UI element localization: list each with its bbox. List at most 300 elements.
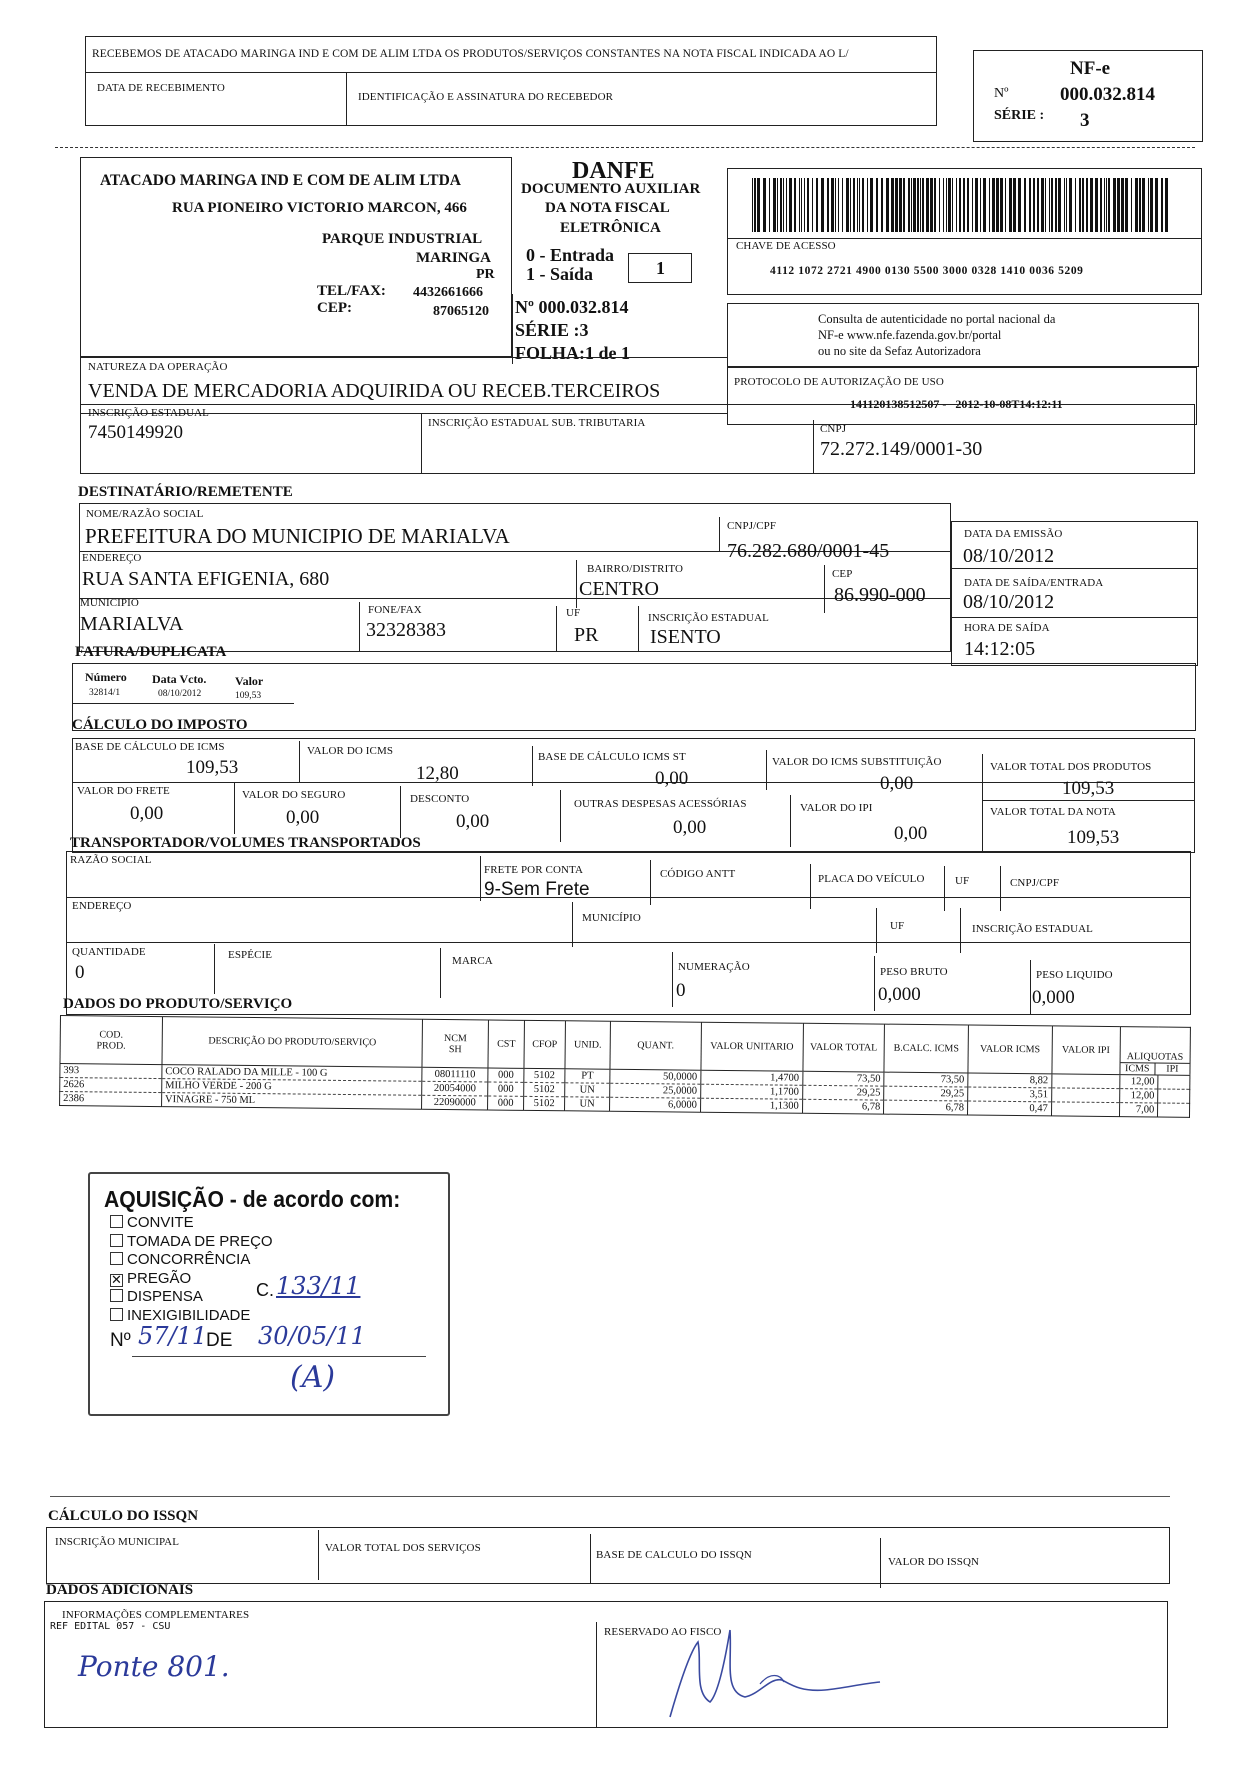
- ie-label: INSCRIÇÃO ESTADUAL: [88, 407, 210, 419]
- barcode-bar: [1104, 178, 1105, 232]
- nfe-title: NF-e: [1070, 58, 1111, 79]
- recipient-district-label: BAIRRO/DISTRITO: [587, 563, 684, 575]
- danfe-divider: [512, 294, 513, 364]
- barcode-bar: [804, 178, 805, 232]
- barcode-bar: [917, 178, 919, 232]
- barcode-bar: [1139, 178, 1141, 232]
- ie-row-box: [80, 404, 1195, 474]
- danfe-title: DANFE: [572, 158, 655, 184]
- dates-h1: [951, 568, 1198, 569]
- stamp-option-label: CONCORRÊNCIA: [127, 1251, 251, 1268]
- discount-label: DESCONTO: [410, 793, 470, 805]
- barcode-bar: [859, 178, 860, 232]
- products-table-wrap: [59, 1015, 1191, 1118]
- access-key-label: CHAVE DE ACESSO: [736, 240, 836, 252]
- issqn-top-line: [50, 1496, 1170, 1497]
- issqn-v2: [590, 1534, 591, 1584]
- issqn-v1: [318, 1530, 319, 1580]
- col-rates: [1120, 1027, 1191, 1076]
- recipient-phone-label: FONE/FAX: [368, 604, 422, 616]
- invoice-h-due: Data Vcto.: [152, 672, 207, 686]
- tax-v7: [560, 790, 561, 842]
- barcode-bar: [952, 178, 953, 232]
- barcode-bar: [1100, 178, 1102, 232]
- issqn-im-label: INSCRIÇÃO MUNICIPAL: [55, 1536, 180, 1548]
- transport-v2: [650, 860, 651, 905]
- protocol-value: 141120138512507 - 2012-10-08T14:12:11: [850, 397, 1063, 411]
- nature-label: NATUREZA DA OPERAÇÃO: [88, 361, 228, 373]
- barcode-bar: [783, 178, 784, 232]
- barcode-bar: [786, 178, 787, 232]
- barcode-bar: [922, 178, 924, 232]
- stamp-options: [110, 1214, 273, 1325]
- recipient-v6: [638, 606, 639, 652]
- barcode-bar: [913, 178, 916, 232]
- consult-line-2: NF-e www.nfe.fazenda.gov.br/portal: [818, 328, 1002, 342]
- cell-rate-icms: 12,00: [1119, 1089, 1158, 1103]
- barcode-bar: [773, 178, 776, 232]
- cell-cfop: 5102: [524, 1082, 565, 1096]
- invoice-section: FATURA/DUPLICATA: [75, 644, 227, 660]
- barcode-bar: [1086, 178, 1088, 232]
- cell-rate-ipi: [1158, 1089, 1190, 1103]
- nfe-serie-label: SÉRIE :: [994, 108, 1045, 123]
- barcode-bar: [963, 178, 965, 232]
- stamp-option-label: DISPENSA: [127, 1288, 203, 1305]
- cell-qty: 50,0000: [610, 1069, 701, 1084]
- invoice-divider: [72, 703, 294, 704]
- issqn-base-label: BASE DE CALCULO DO ISSQN: [596, 1549, 752, 1561]
- issuer-state: PR: [476, 267, 495, 282]
- cell-code: 2626: [60, 1078, 162, 1093]
- barcode-bar: [1150, 178, 1153, 232]
- transport-freight-label: FRETE POR CONTA: [484, 864, 584, 876]
- insurance-value: 0,00: [286, 807, 320, 828]
- stamp-option: [110, 1288, 273, 1307]
- barcode-bar: [1117, 178, 1120, 232]
- barcode-bar: [1165, 178, 1168, 232]
- stamp-option: [110, 1233, 273, 1252]
- transport-city-label: MUNICÍPIO: [582, 912, 641, 924]
- ipi-label: VALOR DO IPI: [800, 802, 873, 814]
- nfe-serie-value: 3: [1080, 110, 1090, 131]
- cell-desc: MILHO VERDE - 200 G: [162, 1079, 423, 1096]
- barcode-bar: [1108, 178, 1110, 232]
- nature-value: VENDA DE MERCADORIA ADQUIRIDA OU RECEB.TERCEIROS: [88, 380, 661, 402]
- barcode-bar: [794, 178, 796, 232]
- stamp-option-label: TOMADA DE PREÇO: [127, 1232, 273, 1250]
- cell-ipi: [1051, 1102, 1119, 1117]
- issqn-services-label: VALOR TOTAL DOS SERVIÇOS: [325, 1542, 481, 1554]
- signature: [650, 1622, 900, 1732]
- freight-value: 0,00: [130, 803, 164, 824]
- barcode-bar: [867, 178, 868, 232]
- barcode-bar: [983, 178, 986, 232]
- cell-icms: 8,82: [968, 1073, 1052, 1088]
- transport-v11: [672, 952, 673, 1007]
- recipient-ie-value: ISENTO: [650, 626, 721, 648]
- barcode-bar: [1082, 178, 1084, 232]
- recipient-district-value: CENTRO: [579, 578, 659, 600]
- receipt-date-label: DATA DE RECEBIMENTO: [97, 82, 225, 94]
- barcode-divider: [727, 238, 1202, 239]
- invoice-h-number: Número: [85, 670, 127, 684]
- barcode-bar: [831, 178, 834, 232]
- col-qty: QUANT.: [610, 1021, 701, 1070]
- rates-sub: [1120, 1063, 1189, 1075]
- barcode-bar: [1075, 178, 1076, 232]
- transport-h1: [66, 897, 1191, 898]
- barcode-bar: [812, 178, 813, 232]
- danfe-number: Nº 000.032.814: [515, 297, 629, 317]
- barcode-bar: [752, 178, 753, 232]
- barcode-bar: [1005, 178, 1006, 232]
- barcode-bar: [1024, 178, 1026, 232]
- barcode-bar: [1029, 178, 1031, 232]
- barcode-bar: [926, 178, 929, 232]
- cell-unit: UN: [564, 1097, 609, 1111]
- cell-unit-value: 1,4700: [701, 1070, 803, 1085]
- cell-ncm: 22090000: [422, 1095, 488, 1110]
- recipient-name-value: PREFEITURA DO MUNICIPIO DE MARIALVA: [85, 524, 510, 548]
- other-label: OUTRAS DESPESAS ACESSÓRIAS: [574, 798, 747, 810]
- barcode-bar: [799, 178, 800, 232]
- stamp-option: [110, 1251, 273, 1270]
- cell-cfop: 5102: [524, 1068, 565, 1082]
- transport-v13: [1030, 960, 1031, 1015]
- cell-total: 6,78: [802, 1099, 884, 1114]
- barcode-bar: [899, 178, 902, 232]
- base-st-label: BASE DE CÁLCULO ICMS ST: [538, 751, 686, 763]
- transport-v3: [810, 864, 811, 909]
- barcode-bar: [827, 178, 829, 232]
- recipient-ie-label: INSCRIÇÃO ESTADUAL: [648, 612, 770, 624]
- barcode-bar: [816, 178, 818, 232]
- barcode-bar: [972, 178, 973, 232]
- tax-v2: [532, 746, 533, 786]
- barcode-bar: [891, 178, 894, 232]
- transport-numbering-value: 0: [676, 980, 686, 1001]
- barcode-bar: [1131, 178, 1132, 232]
- barcode-bar: [1018, 178, 1021, 232]
- checkbox-icon: [110, 1289, 123, 1302]
- barcode-bar: [1142, 178, 1145, 232]
- ie-st-label: INSCRIÇÃO ESTADUAL SUB. TRIBUTARIA: [428, 417, 646, 429]
- barcode-bar: [1155, 178, 1158, 232]
- col-code: COD. PROD.: [60, 1016, 162, 1065]
- recipient-cep-label: CEP: [832, 568, 853, 580]
- exit-date-label: DATA DE SAÍDA/ENTRADA: [964, 577, 1104, 589]
- exit-date-value: 08/10/2012: [963, 591, 1055, 613]
- checked-box-icon: ✕: [111, 1271, 122, 1287]
- cell-base: 29,25: [884, 1086, 968, 1101]
- barcode-bar: [821, 178, 824, 232]
- stamp-c-label: C.: [256, 1280, 274, 1300]
- cell-unit-value: 1,1300: [700, 1098, 802, 1113]
- barcode-bar: [763, 178, 766, 232]
- tax-v3: [766, 750, 767, 790]
- base-st-value: 0,00: [655, 768, 689, 789]
- cell-desc: VINAGRE - 750 ML: [161, 1093, 422, 1110]
- barcode-bar: [1066, 178, 1067, 232]
- transport-v1: [480, 856, 481, 901]
- stamp-option-label: PREGÃO: [127, 1269, 192, 1287]
- cell-cst: 000: [488, 1082, 524, 1096]
- issuer-city: MARINGA: [416, 250, 491, 266]
- stamp-option-label: INEXIGIBILIDADE: [127, 1306, 251, 1324]
- receipt-divider: [85, 72, 937, 73]
- transport-net-label: PESO LIQUIDO: [1036, 969, 1113, 981]
- icms-label: VALOR DO ICMS: [307, 745, 394, 757]
- cell-desc: COCO RALADO DA MILLE - 100 G: [162, 1065, 423, 1082]
- barcode-bar: [1041, 178, 1044, 232]
- cell-rate-ipi: [1158, 1103, 1190, 1117]
- barcode-bar: [857, 178, 858, 232]
- transport-section: TRANSPORTADOR/VOLUMES TRANSPORTADOS: [70, 835, 421, 851]
- nfe-no-value: 000.032.814: [1060, 84, 1155, 105]
- transport-cnpj-label: CNPJ/CPF: [1010, 877, 1060, 889]
- cell-ncm: 20054000: [422, 1081, 488, 1096]
- transport-v9: [214, 944, 215, 994]
- cell-cfop: 5102: [524, 1096, 565, 1110]
- additional-divider: [596, 1622, 597, 1728]
- other-value: 0,00: [673, 817, 707, 838]
- ipi-value: 0,00: [894, 823, 928, 844]
- transport-numbering-label: NUMERAÇÃO: [678, 961, 750, 973]
- barcode-bar: [908, 178, 910, 232]
- col-cfop: CFOP: [524, 1020, 565, 1068]
- info-label: INFORMAÇÕES COMPLEMENTARES: [62, 1609, 250, 1621]
- barcode-bar: [1013, 178, 1016, 232]
- stamp-no-label: Nº: [110, 1330, 131, 1351]
- barcode-bar: [895, 178, 898, 232]
- cell-base: 73,50: [884, 1072, 968, 1087]
- recipient-v1: [719, 517, 720, 551]
- recipient-uf-label: UF: [566, 607, 581, 619]
- tax-v5: [234, 782, 235, 834]
- receipt-divider-v: [346, 72, 347, 126]
- barcode-bar: [881, 178, 883, 232]
- transport-v6: [572, 902, 573, 947]
- issuer-cep-value: 87065120: [433, 304, 489, 319]
- barcode-bar: [967, 178, 969, 232]
- recipient-v2: [576, 560, 577, 608]
- total-products-label: VALOR TOTAL DOS PRODUTOS: [990, 761, 1152, 773]
- checkbox-icon: [110, 1252, 123, 1265]
- cell-code: 2386: [60, 1092, 162, 1107]
- rate-icms-label: ICMS: [1120, 1063, 1155, 1074]
- danfe-line3: ELETRÔNICA: [560, 220, 661, 236]
- barcode-bar: [975, 178, 978, 232]
- transport-qty-label: QUANTIDADE: [72, 946, 146, 958]
- barcode-bar: [1051, 178, 1053, 232]
- barcode-bar: [757, 178, 760, 232]
- barcode-bar: [1090, 178, 1093, 232]
- danfe-line2: DA NOTA FISCAL: [545, 200, 670, 216]
- tax-section: CÁLCULO DO IMPOSTO: [72, 717, 248, 733]
- total-note-label: VALOR TOTAL DA NOTA: [990, 806, 1116, 818]
- recipient-h2: [79, 598, 951, 599]
- stamp-option: [110, 1214, 273, 1233]
- transport-address-label: ENDEREÇO: [72, 900, 132, 912]
- recipient-name-label: NOME/RAZÃO SOCIAL: [86, 508, 204, 520]
- ie-value: 7450149920: [88, 422, 183, 443]
- receipt-text: RECEBEMOS DE ATACADO MARINGA IND E COM DE ALIM LTDA OS PRODUTOS/SERVIÇOS CONSTANTES NA NOTA FISCAL INDICADA AO L/: [92, 48, 849, 60]
- barcode-bar: [1033, 178, 1035, 232]
- issuer-cnpj-label: CNPJ: [820, 423, 847, 435]
- receipt-id-label: IDENTIFICAÇÃO E ASSINATURA DO RECEBEDOR: [358, 91, 614, 103]
- transport-plate-label: PLACA DO VEÍCULO: [818, 873, 925, 885]
- recipient-v3: [824, 565, 825, 613]
- stamp-no-value: 57/11: [138, 1322, 208, 1350]
- col-icms: VALOR ICMS: [968, 1025, 1052, 1074]
- issuer-cnpj-value: 72.272.149/0001-30: [820, 438, 983, 460]
- cell-icms: 3,51: [968, 1087, 1052, 1102]
- col-desc: DESCRIÇÃO DO PRODUTO/SERVIÇO: [162, 1017, 423, 1068]
- barcode: [752, 178, 1170, 232]
- transport-brand-label: MARCA: [452, 955, 493, 967]
- danfe-type-value: 1: [656, 258, 665, 278]
- info-value: REF EDITAL 057 - CSU: [50, 1621, 171, 1632]
- barcode-bar: [959, 178, 961, 232]
- barcode-bar: [777, 178, 778, 232]
- recipient-cnpj-label: CNPJ/CPF: [727, 520, 777, 532]
- barcode-bar: [1009, 178, 1012, 232]
- barcode-bar: [911, 178, 912, 232]
- cell-rate-ipi: [1158, 1075, 1190, 1089]
- recipient-section: DESTINATÁRIO/REMETENTE: [78, 484, 293, 500]
- barcode-bar: [838, 178, 839, 232]
- barcode-bar: [930, 178, 933, 232]
- cell-icms: 0,47: [967, 1101, 1051, 1116]
- danfe-folha: FOLHA:1 de 1: [515, 343, 630, 363]
- additional-section: DADOS ADICIONAIS: [46, 1582, 194, 1598]
- barcode-bar: [992, 178, 995, 232]
- danfe-entrada: 0 - Entrada: [526, 245, 615, 265]
- barcode-bar: [1148, 178, 1149, 232]
- transport-v5: [1000, 866, 1001, 911]
- barcode-bar: [870, 178, 873, 232]
- tax-v6: [400, 786, 401, 838]
- barcode-bar: [1055, 178, 1057, 232]
- barcode-bar: [903, 178, 905, 232]
- transport-freight-value: 9-Sem Frete: [484, 879, 590, 900]
- barcode-bar: [1121, 178, 1124, 232]
- tax-h1: [72, 782, 1195, 783]
- col-base: B.CALC. ICMS: [884, 1024, 968, 1073]
- info-handwritten: Ponte 801.: [78, 1650, 230, 1683]
- barcode-bar: [1106, 178, 1107, 232]
- transport-net-value: 0,000: [1032, 987, 1075, 1008]
- barcode-bar: [1079, 178, 1081, 232]
- transport-v7: [876, 908, 877, 953]
- exit-time-label: HORA DE SAÍDA: [964, 622, 1050, 634]
- barcode-bar: [1000, 178, 1003, 232]
- cell-ncm: 08011110: [422, 1067, 488, 1082]
- stamp-line: [132, 1356, 426, 1357]
- col-unit: UNID.: [565, 1021, 611, 1069]
- barcode-bar: [789, 178, 792, 232]
- cell-cst: 000: [488, 1068, 524, 1082]
- transport-v4: [944, 866, 945, 911]
- recipient-city-label: MUNICIPIO: [80, 597, 139, 609]
- transport-uf2-label: UF: [890, 920, 905, 932]
- barcode-bar: [1161, 178, 1163, 232]
- cell-ipi: [1052, 1074, 1120, 1089]
- total-note-value: 109,53: [1067, 827, 1120, 848]
- recipient-phone-value: 32328383: [366, 619, 446, 641]
- barcode-bar: [850, 178, 851, 232]
- tax-v1: [299, 741, 300, 782]
- col-ipi: VALOR IPI: [1052, 1026, 1120, 1075]
- stamp-initials: (A): [290, 1360, 336, 1395]
- exit-time-value: 14:12:05: [964, 638, 1036, 660]
- barcode-bar: [853, 178, 855, 232]
- icms-st-label: VALOR DO ICMS SUBSTITUIÇÃO: [772, 756, 942, 768]
- stamp-date-value: 30/05/11: [258, 1322, 366, 1350]
- icms-st-value: 0,00: [880, 773, 914, 794]
- cell-unit: PT: [565, 1069, 610, 1083]
- cell-cst: 000: [487, 1096, 523, 1110]
- cell-rate-icms: 12,00: [1119, 1075, 1158, 1089]
- barcode-bar: [780, 178, 782, 232]
- recipient-v4: [359, 602, 360, 652]
- recipient-cnpj-value: 76.282.680/0001-45: [727, 540, 890, 562]
- stamp-title: AQUISIÇÃO - de acordo com:: [104, 1186, 401, 1212]
- checkbox-icon: [110, 1234, 123, 1247]
- nfe-no-label: Nº: [994, 86, 1009, 101]
- cell-total: 73,50: [802, 1071, 884, 1086]
- barcode-bar: [1125, 178, 1128, 232]
- issuer-tel-label: TEL/FAX:: [317, 283, 386, 299]
- barcode-bar: [939, 178, 940, 232]
- ie-divider: [421, 414, 422, 474]
- barcode-bar: [980, 178, 981, 232]
- barcode-bar: [842, 178, 843, 232]
- barcode-bar: [1135, 178, 1138, 232]
- barcode-bar: [1095, 178, 1098, 232]
- barcode-bar: [1113, 178, 1116, 232]
- issuer-name: ATACADO MARINGA IND E COM DE ALIM LTDA: [100, 172, 461, 189]
- barcode-bar: [1064, 178, 1065, 232]
- invoice-number: 32814/1: [89, 688, 121, 698]
- invoice-value: 109,53: [235, 691, 262, 701]
- invoice-h-value: Valor: [235, 674, 264, 688]
- issqn-v3: [880, 1538, 881, 1588]
- access-key-value: 4112 1072 2721 4900 0130 5500 3000 0328 1410 0036 5209: [770, 265, 1084, 277]
- barcode-bar: [886, 178, 889, 232]
- ie-divider-2: [813, 420, 814, 474]
- issqn-value-label: VALOR DO ISSQN: [888, 1556, 980, 1568]
- issuer-cep-label: CEP:: [317, 300, 352, 316]
- cell-rate-icms: 7,00: [1119, 1103, 1158, 1117]
- barcode-bar: [948, 178, 951, 232]
- col-cst: CST: [488, 1020, 525, 1068]
- stamp-option: [110, 1270, 273, 1289]
- barcode-bar: [996, 178, 999, 232]
- stamp-c-value: 133/11: [276, 1272, 361, 1300]
- issuer-district: PARQUE INDUSTRIAL: [322, 231, 483, 247]
- transport-v10: [440, 948, 441, 998]
- transport-uf-label: UF: [955, 875, 970, 887]
- emission-date-value: 08/10/2012: [963, 545, 1055, 567]
- barcode-bar: [1037, 178, 1039, 232]
- products-section: DADOS DO PRODUTO/SERVIÇO: [63, 996, 293, 1012]
- barcode-bar: [754, 178, 756, 232]
- col-unit-value: VALOR UNITARIO: [701, 1022, 803, 1071]
- cell-qty: 6,0000: [610, 1097, 701, 1112]
- total-products-value: 109,53: [1062, 778, 1115, 799]
